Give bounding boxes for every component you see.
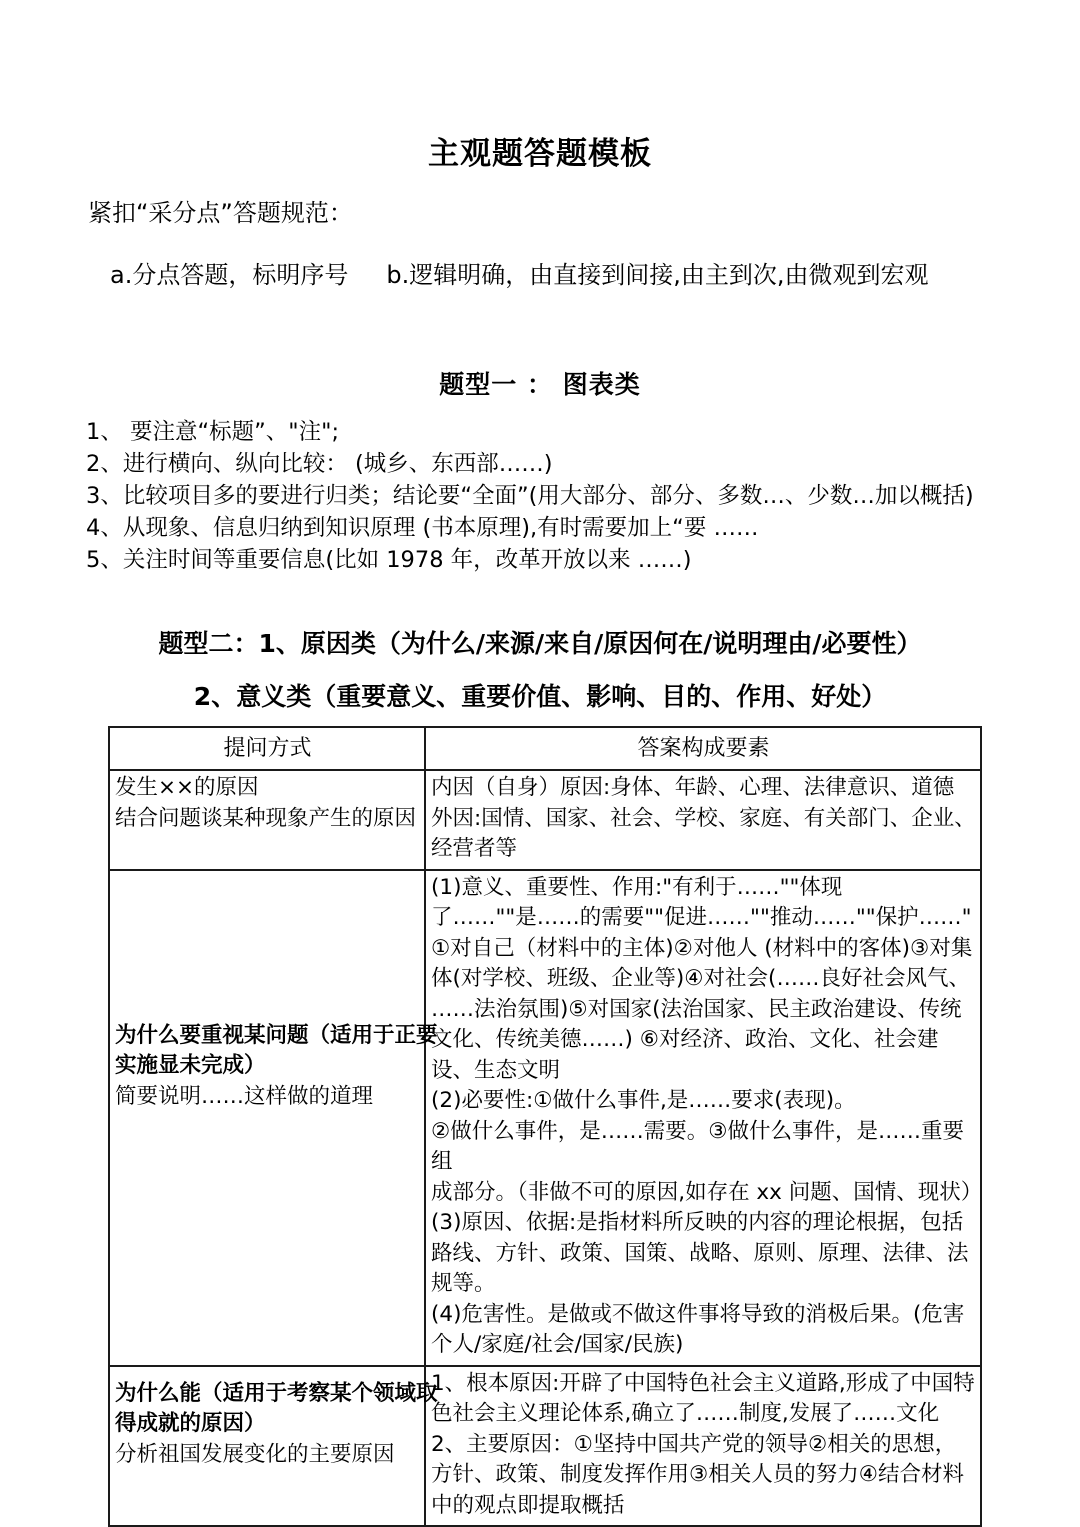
answer-paragraph: (4)危害性。是做或不做这件事将导致的消极后果。(危害个人/家庭/社会/国家/民族)	[431, 1301, 965, 1357]
answer-paragraph: 成部分。（非做不可的原因,如存在 xx 问题、国情、现状）	[431, 1179, 983, 1205]
cell-ask-1	[109, 770, 425, 870]
list-item	[86, 448, 1006, 480]
cell-answer-3	[425, 1366, 981, 1527]
ask-line: 发生××的原因	[115, 775, 259, 800]
ask-line: 结合问题谈某种现象产生的原因	[115, 805, 417, 831]
answer-paragraph: 2、主要原因：①坚持中国共产党的领导②相关的思想，方针、政策、制度发挥作用③相关人员的努力④结合材料中的观点即提取概括	[431, 1431, 965, 1518]
intro-line-1: 紧扣“采分点”答题规范：	[88, 199, 353, 227]
answer-paragraph: (3)原因、依据:是指材料所反映的内容的理论根据，包括路线、方针、政策、国策、战略、原则、原理、法律、法规等。	[431, 1210, 969, 1296]
intro-item-a: a.分点答题，标明序号	[110, 261, 349, 289]
list-item	[86, 480, 1006, 512]
list-item-text: 3、比较项目多的要进行归类；结论要“全面”(用大部分、部分、多数…、少数…加以概括)	[86, 483, 974, 509]
ask-line: 实施显未完成）	[115, 1053, 266, 1078]
list-item-text: 2、进行横向、纵向比较： (城乡、东西部……)	[86, 451, 553, 477]
ask-line: 简要说明……这样做的道理	[115, 1083, 374, 1109]
answer-paragraph: (1)意义、重要性、作用:"有利于……""体现了……""是……的需要""促进……""推动……""保护……" ①对自己（材料中的主体)②对他人 (材料中的客体)③对集体(对学校、班级、企业等)④对社会(……良好社会风气、 ……法治氛围)⑤对国家(法治国家、民主政治建设、传统文化、传统美德……) ⑥对经济、政治、文化、社会建设、生态文明	[431, 874, 973, 1083]
intro-line-2	[110, 258, 928, 292]
list-item-text: 4、从现象、信息归纳到知识原理 (书本原理),有时需要加上“要 ……	[86, 515, 759, 541]
list-item-text: 5、关注时间等重要信息(比如 1978 年，改革开放以来 ……)	[86, 547, 692, 573]
list-item	[86, 544, 1006, 576]
cell-answer-1	[425, 770, 981, 870]
cell-ask-3	[109, 1366, 438, 1527]
page-title: 主观题答题模板	[428, 136, 652, 172]
ask-line: 为什么要重视某问题（适用于正要	[115, 1022, 438, 1048]
table-header-row	[109, 727, 981, 770]
answer-line: 外因:国情、国家、社会、学校、家庭、有关部门、企业、	[431, 805, 976, 831]
intro-item-b: b.逻辑明确，由直接到间接,由主到次,由微观到宏观	[386, 261, 929, 289]
list-item	[86, 416, 1006, 448]
answer-paragraph: (2)必要性:①做什么事件,是……要求(表现)。	[431, 1088, 856, 1113]
ask-line: 得成就的原因）	[115, 1411, 266, 1436]
section2-heading-a: 题型二：1、原因类（为什么/来源/来自/原因何在/说明理由/必要性）	[158, 629, 922, 658]
cell-answer-2	[425, 870, 981, 1366]
column-header-ask: 提问方式	[109, 727, 425, 770]
column-header-answer: 答案构成要素	[425, 727, 981, 770]
list-item	[86, 512, 1006, 544]
table-row	[109, 1366, 981, 1527]
answer-paragraph: ②做什么事件，是……需要。③做什么事件，是……重要组	[431, 1118, 965, 1174]
section1-list	[86, 416, 1006, 576]
cell-ask-2	[109, 870, 438, 1366]
section1-heading: 题型一 ： 图表类	[439, 370, 641, 399]
answer-structure-table	[108, 726, 982, 1527]
ask-line: 为什么能（适用于考察某个领域取	[115, 1380, 438, 1406]
list-item-text: 1、 要注意“标题”、"注";	[86, 419, 340, 445]
table-row	[109, 870, 981, 1366]
answer-paragraph: 1、根本原因:开辟了中国特色社会主义道路,形成了中国特色社会主义理论体系,确立了……制度,发展了……文化	[431, 1370, 975, 1426]
answer-line: 经营者等	[431, 836, 518, 861]
answer-line: 内因（自身）原因:身体、年龄、心理、法律意识、道德	[431, 775, 955, 800]
table-row	[109, 770, 981, 870]
ask-line: 分析祖国发展变化的主要原因	[115, 1441, 395, 1467]
section2-heading-b: 2、意义类（重要意义、重要价值、影响、目的、作用、好处）	[193, 682, 887, 711]
